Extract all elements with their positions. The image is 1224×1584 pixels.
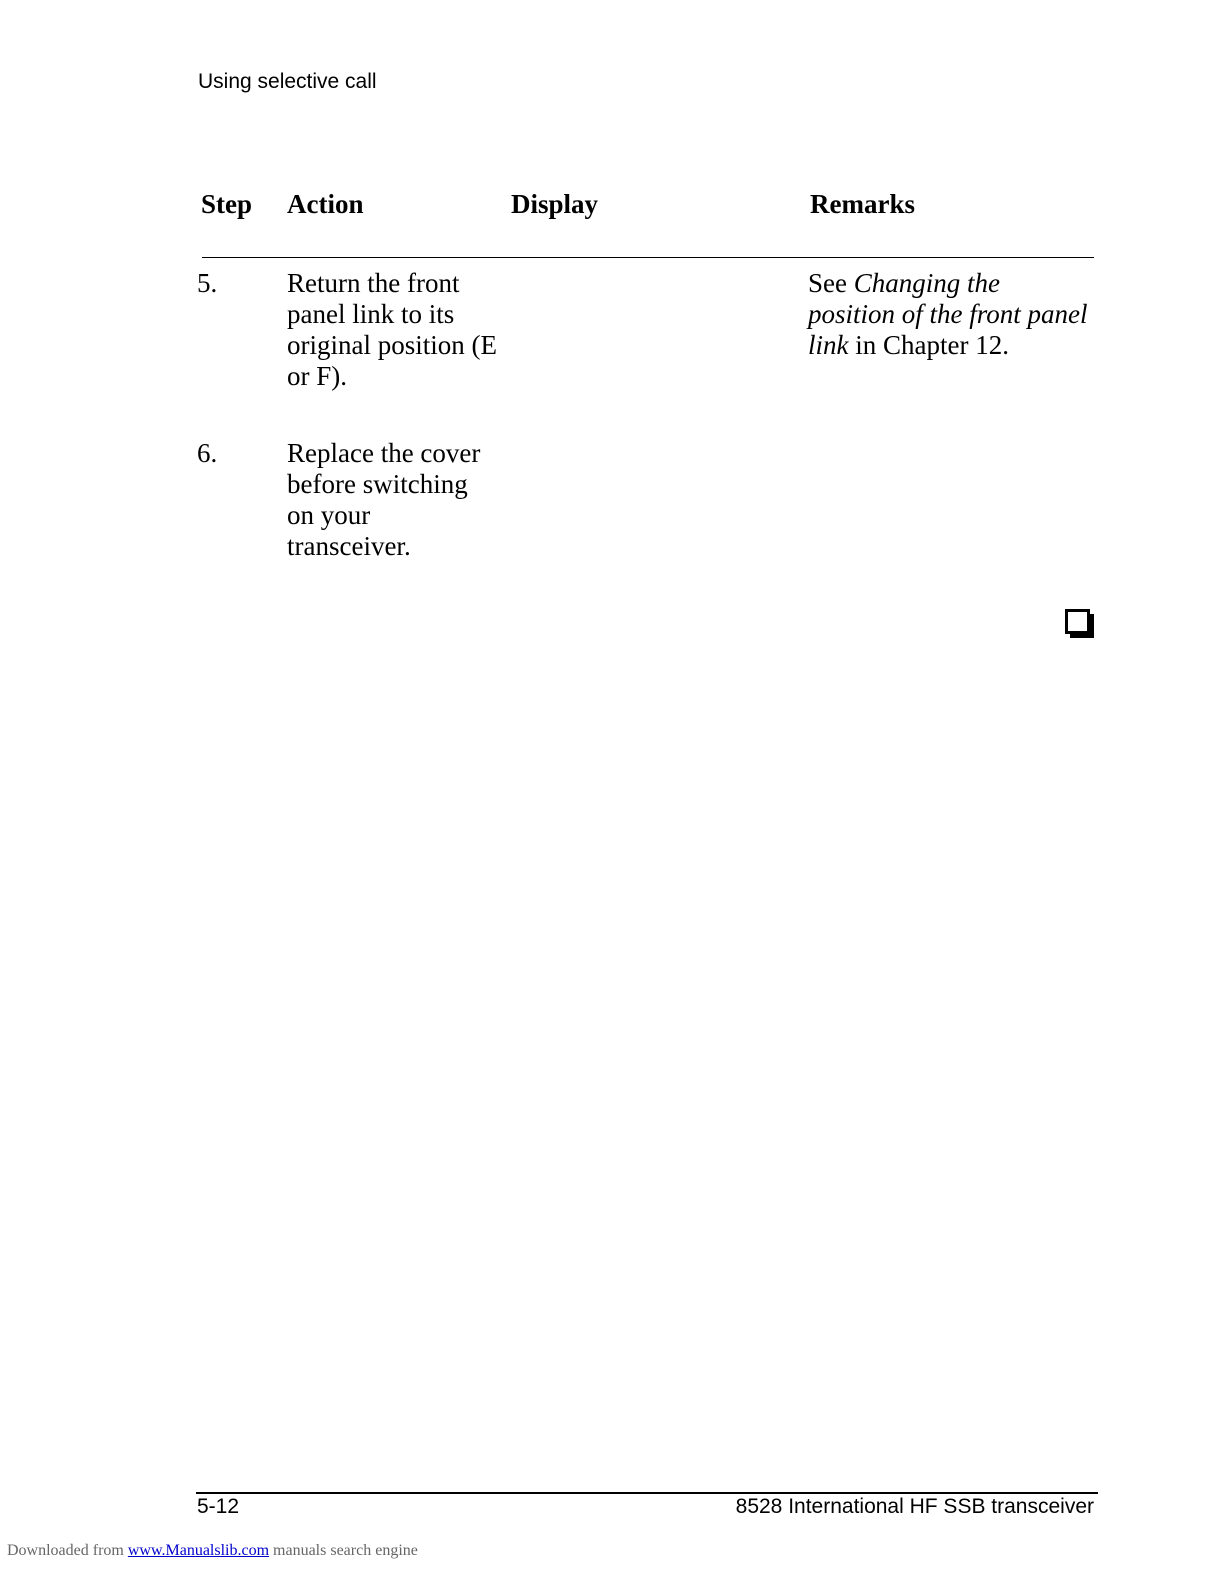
step-action-5: Return the front panel link to its original position (E or F). (287, 268, 497, 391)
remarks-cross-reference: Changing the position of the front panel link (808, 268, 1088, 360)
download-note (7, 1541, 418, 1561)
table-header-rule (202, 257, 1094, 258)
step-number-5: 5. (197, 268, 218, 298)
footer-product-name: 8528 International HF SSB transceiver (735, 1495, 1094, 1518)
step-remarks-5 (808, 268, 1088, 361)
column-header-remarks: Remarks (810, 189, 915, 219)
step-action-6: Replace the cover before switching on your transceiver. (287, 438, 481, 561)
download-note-prefix: Downloaded from (7, 1542, 128, 1559)
page-number: 5-12 (197, 1495, 240, 1518)
end-of-section-box-icon (1064, 608, 1094, 639)
download-note-suffix: manuals search engine (269, 1542, 418, 1559)
column-header-display: Display (511, 189, 599, 219)
step-number-6: 6. (197, 438, 218, 468)
manualslib-link[interactable]: www.Manualslib.com (127, 1542, 270, 1559)
column-header-step: Step (201, 189, 253, 219)
column-header-action: Action (287, 189, 364, 219)
remarks-prefix: See (808, 268, 854, 298)
running-header: Using selective call (198, 70, 377, 93)
remarks-suffix: in Chapter 12. (848, 330, 1009, 360)
